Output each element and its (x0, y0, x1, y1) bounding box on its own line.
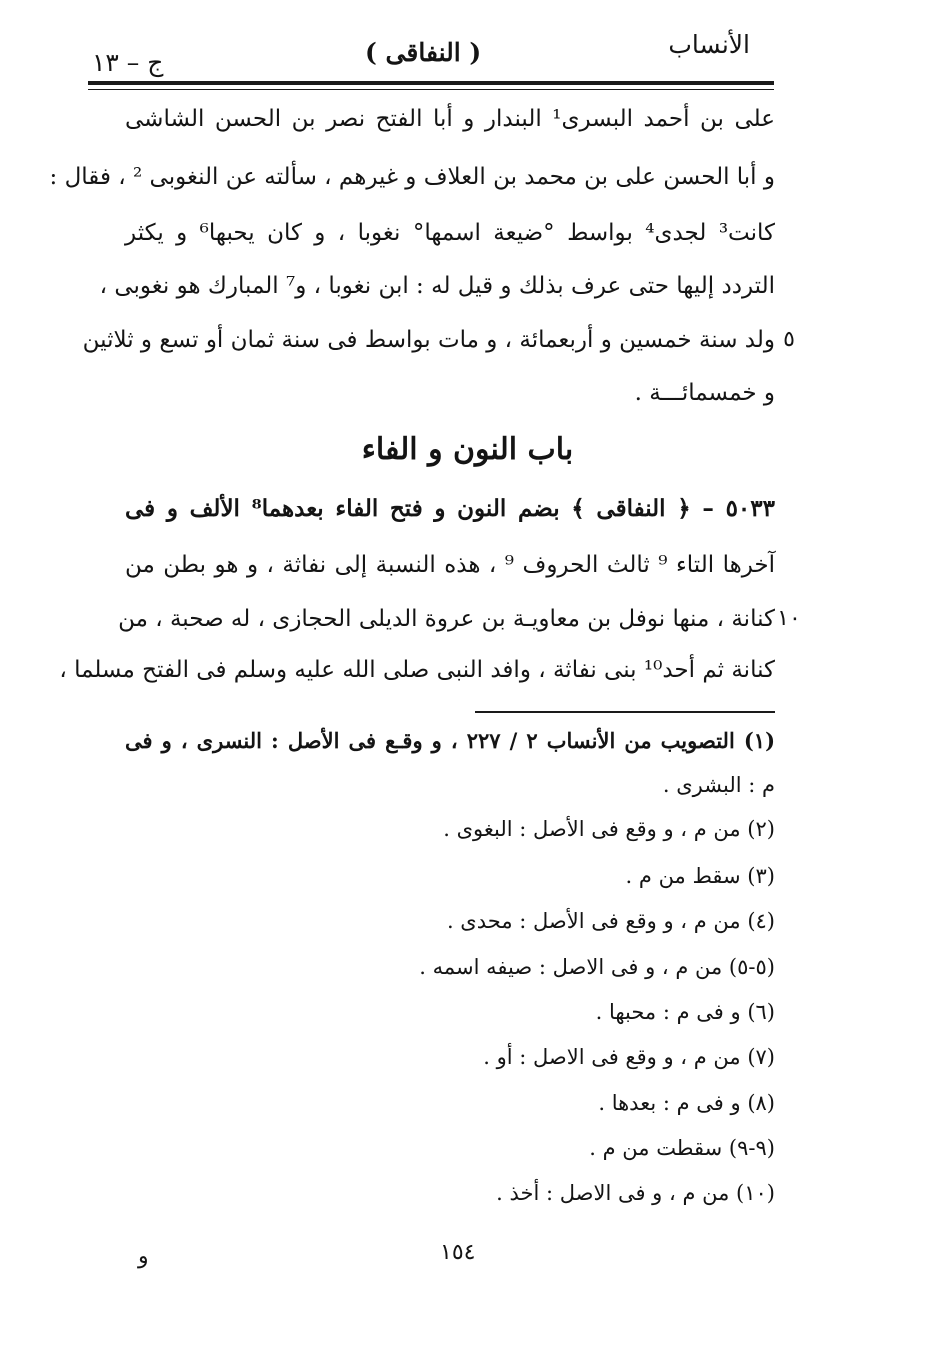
header-book-title: الأنساب (668, 30, 750, 59)
footnote: (٧) من م ، و وقع فى الاصل : أو . (483, 1045, 775, 1069)
header-volume: ج – ١٣ (92, 48, 164, 77)
footnote: (٣) سقط من م . (625, 864, 775, 888)
entry-line: آخرها التاء ⁹ ثالث الحروف ⁹ ، هذه النسبة إلى نفاثة ، و هو بطن من (125, 552, 776, 578)
body-line: ولد سنة خمسين و أربعمائة ، و مات بواسط فى سنة ثمان أو تسع و ثلاثين (82, 327, 775, 353)
line-number: ١٠ (777, 606, 801, 631)
body-line: على بن أحمد البسرى¹ البندار و أبا الفتح نصر بن الحسن الشاشى (125, 106, 775, 132)
footnote: (٤) من م ، و وقع فى الأصل : محدى . (446, 909, 775, 933)
footnote: (٢) من م ، و وقع فى الأصل : البغوى . (443, 817, 775, 841)
header-rule-thick (88, 81, 774, 85)
body-line: كانت³ لجدى⁴ بواسط °ضيعة اسمها° نغوبا ، و كان يحبها⁶ و يكثر (125, 220, 775, 246)
body-line: و خمسمائـــة . (634, 380, 775, 406)
footnote: م : البشرى . (662, 773, 775, 797)
line-number: ٥ (783, 327, 795, 352)
section-heading: باب النون و الفاء (361, 432, 574, 467)
footnote: (٥-٥) من م ، و فى الاصل : صيفه اسمه . (419, 955, 775, 979)
footnote: (١) التصويب من الأنساب ٢ / ٢٢٧ ، و وقـع فى الأصل : النسرى ، و فى (125, 728, 776, 753)
footnote: (١٠) من م ، و فى الاصل : أخذ . (496, 1181, 775, 1205)
page-number: ١٥٤ (440, 1240, 476, 1265)
entry-line: كنانة ثم أحد¹⁰ بنى نفاثة ، وافد النبى صلى الله عليه وسلم فى الفتح مسلما ، (59, 657, 775, 683)
entry-line: ٥٠٣٣ – ﴿ النفاقى ﴾ بضم النون و فتح الفاء بعدهما⁸ الألف و فى (125, 495, 775, 522)
header-rule-thin (88, 89, 774, 90)
catchword: و (138, 1244, 149, 1269)
body-line: التردد إليها حتى عرف بذلك و قيل له : ابن نغوبا ، و⁷ المبارك هو نغوبى ، (99, 273, 775, 299)
entry-line: كنانة ، منها نوفل بن معاويـة بن عروة الديلى الحجازى ، له صحبة ، من (118, 606, 775, 632)
footnote: (٦) و فى م : محبها . (595, 1000, 775, 1024)
footnote: (٩-٩) سقطت من م . (589, 1136, 775, 1160)
body-line: و أبا الحسن على بن محمد بن العلاف و غيرهم ، سألته عن النغوبى ² ، فقال : (49, 164, 775, 190)
footnote: (٨) و فى م : بعدها . (598, 1091, 775, 1115)
header-entry-title: ( النفاقى ) (365, 38, 482, 67)
footnote-rule (475, 711, 775, 713)
